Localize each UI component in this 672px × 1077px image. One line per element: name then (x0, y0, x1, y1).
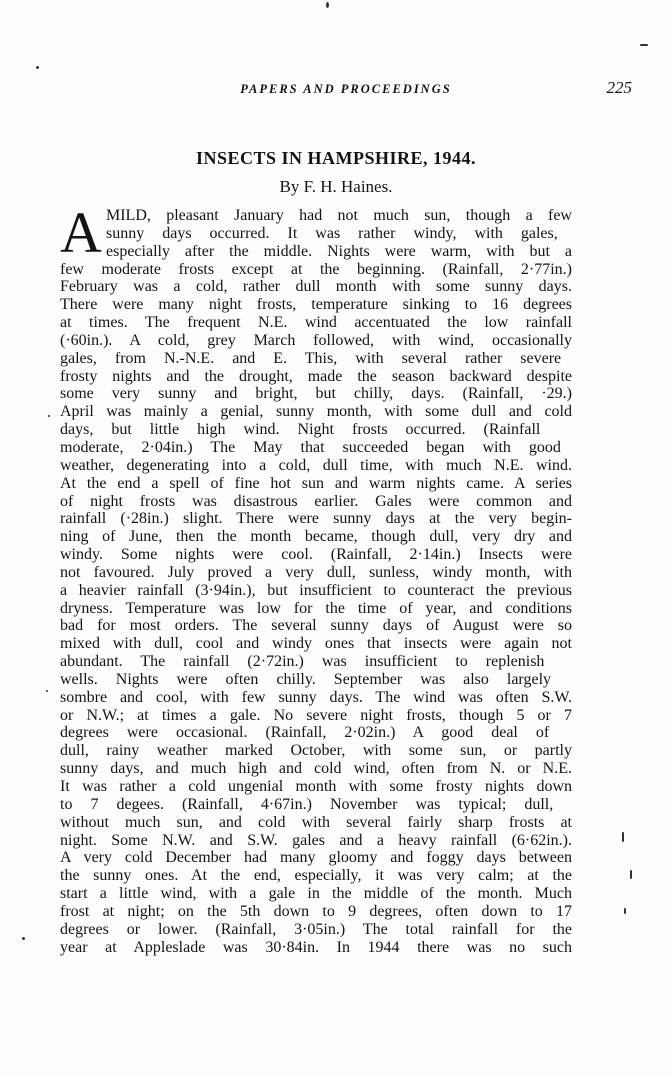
body-line: a heavier rainfall (3·94in.), but insufficient to counteract the previous (60, 581, 572, 599)
body-line: wells. Nights were often chilly. September was also largely (60, 670, 552, 688)
scan-speck (46, 690, 48, 692)
body-line: moderate, 2·04in.) The May that succeeded began with good (60, 438, 561, 456)
scan-speck (22, 937, 25, 940)
scan-speck (326, 2, 329, 8)
body-line: ning of June, then the month became, though dull, very dry and (60, 528, 572, 546)
body-line: windy. Some nights were cool. (Rainfall, 2·14in.) Insects were (60, 546, 572, 564)
body-line: dryness. Temperature was low for the time of year, and conditions (60, 599, 572, 617)
scan-speck (630, 870, 632, 879)
body-line: sunny days occurred. It was rather windy, with gales, (106, 224, 558, 242)
body-line: night. Some N.W. and S.W. gales and a heavy rainfall (6·62in.). (60, 831, 572, 849)
scan-speck (622, 832, 624, 842)
body-line: of night frosts was disastrous earlier. Gales were common and (60, 492, 572, 510)
body-line: some very sunny and bright, but chilly, days. (Rainfall, ·29.) (60, 385, 572, 403)
body-line: the sunny ones. At the end, especially, it was very calm; at the (60, 867, 572, 885)
body-line: degrees were occasional. (Rainfall, 2·02in.) A good deal of (60, 724, 550, 742)
body-line: April was mainly a genial, sunny month, with some dull and cold (60, 403, 572, 421)
body-line: There were many night frosts, temperature sinking to 16 degrees (60, 296, 572, 314)
body-line: bad for most orders. The several sunny days of August were so (60, 617, 572, 635)
page-number: 225 (606, 78, 632, 97)
body-line: It was rather a cold ungenial month with some frosty nights down (60, 778, 572, 795)
body-line: sunny days, and much high and cold wind, often from N. or N.E. (60, 760, 572, 778)
body-line: or N.W.; at times a gale. No severe night frosts, though 5 or 7 (60, 706, 572, 724)
body-line: few moderate frosts except at the beginning. (Rainfall, 2·77in.) (60, 260, 572, 278)
body-line: dull, rainy weather marked October, with some sun, or partly (60, 742, 572, 760)
body-line: gales, from N.-N.E. and E. This, with several rather severe (60, 349, 562, 367)
body-line: A very cold December had many gloomy and foggy days between (60, 849, 572, 867)
running-title: PAPERS AND PROCEEDINGS (240, 82, 452, 96)
running-header (60, 78, 632, 100)
drop-cap: A (60, 200, 102, 265)
body-line: start a little wind, with a gale in the middle of the month. Much (60, 885, 572, 903)
body-line: frost at night; on the 5th down to 9 degrees, often down to 17 (60, 902, 572, 920)
article-title: INSECTS IN HAMPSHIRE, 1944. (195, 148, 477, 168)
body-line: rainfall (·28in.) slight. There were sunny days at the very begin- (60, 510, 572, 528)
scan-speck (640, 44, 648, 46)
body-line: to 7 degees. (Rainfall, 4·67in.) November was typical; dull, (60, 795, 554, 813)
body-line: degrees or lower. (Rainfall, 3·05in.) The total rainfall for the (60, 920, 572, 938)
body-line: not favoured. July proved a very dull, sunless, windy month, with (60, 563, 572, 581)
body-line: days, but little high wind. Night frosts occurred. (Rainfall (60, 421, 541, 439)
body-line: without much sun, and cold with several fairly sharp frosts at (60, 813, 572, 831)
body-line: February was a cold, rather dull month with some sunny days. (60, 278, 572, 296)
byline: By F. H. Haines. (279, 177, 393, 196)
body-line: (·60in.). A cold, grey March followed, with wind, occasionally (60, 331, 572, 349)
body-line: weather, degenerating into a cold, dull time, with much N.E. wind. (60, 456, 572, 474)
body-line: frosty nights and the drought, made the season backward despite (60, 367, 572, 385)
scan-speck (48, 415, 50, 417)
body-line: sombre and cool, with few sunny days. The wind was often S.W. (60, 688, 572, 706)
body-line: MILD, pleasant January had not much sun, though a few (106, 207, 572, 224)
body-line: mixed with dull, cool and windy ones that insects were again not (60, 635, 572, 653)
body-line: At the end a spell of fine hot sun and warm nights came. A series (60, 474, 572, 492)
body-line: abundant. The rainfall (2·72in.) was insufficient to replenish (60, 653, 545, 671)
body-line: at times. The frequent N.E. wind accentuated the low rainfall (60, 314, 572, 332)
scan-speck (624, 908, 626, 914)
article-body (60, 200, 572, 956)
scan-speck (36, 66, 39, 69)
body-line: year at Appleslade was 30·84in. In 1944 there was no such (60, 938, 572, 956)
body-line: especially after the middle. Nights were warm, with but a (106, 242, 572, 260)
